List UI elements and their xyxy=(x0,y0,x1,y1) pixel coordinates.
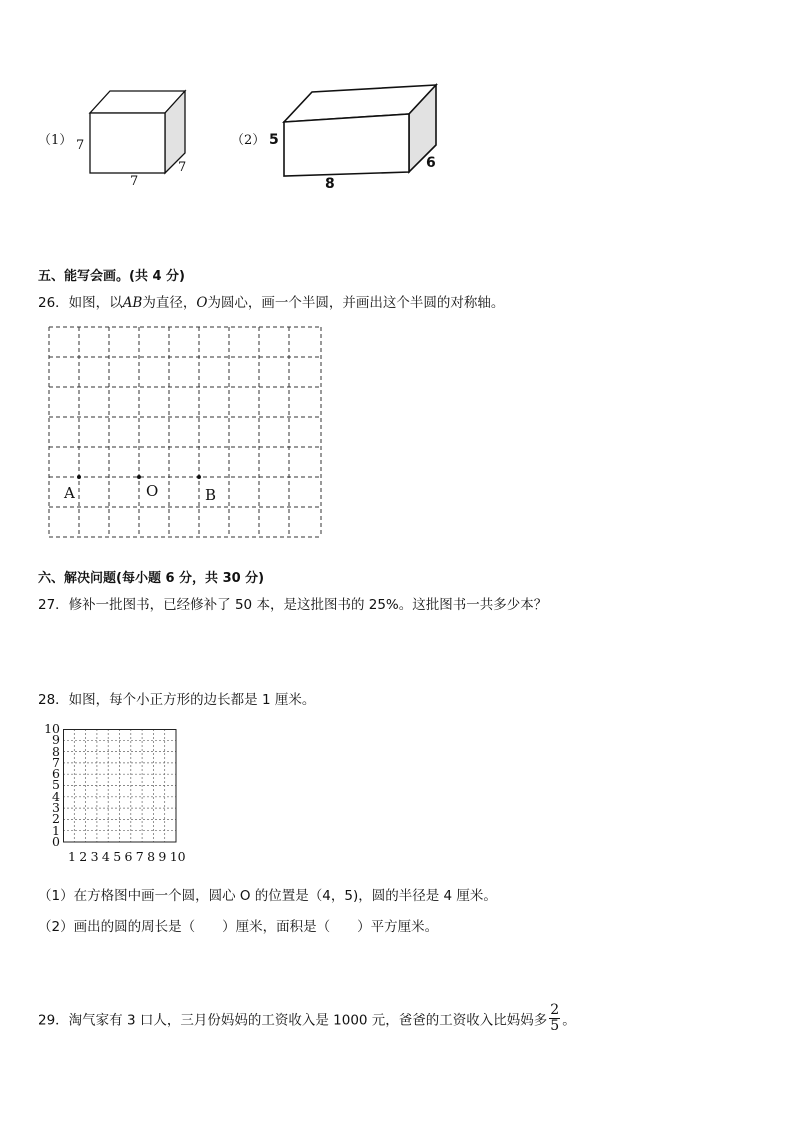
y-label: 5 xyxy=(52,777,60,793)
q28-coordinate-grid xyxy=(63,729,179,851)
cuboid-figure-2 xyxy=(270,80,450,185)
fraction-denominator: 5 xyxy=(550,1018,560,1034)
q29-text: 29．淘气家有 3 口人，三月份妈妈的工资收入是 1000 元，爸爸的工资收入比妈妈多 xyxy=(38,1012,548,1029)
y-label: 0 xyxy=(52,833,60,849)
q26-grid-drawing xyxy=(47,324,323,540)
y-label: 3 xyxy=(52,800,60,816)
x-label: 9 xyxy=(158,849,167,864)
section-5-title: 五、能写会画。(共 4 分) xyxy=(38,269,185,284)
point-o-label: O xyxy=(146,482,159,500)
y-label: 4 xyxy=(52,788,60,804)
y-label: 6 xyxy=(52,766,60,782)
y-label: 8 xyxy=(52,743,60,759)
figure-2-height: 5 xyxy=(269,132,279,148)
figure-1-width: 7 xyxy=(130,174,139,189)
figure-1-label: （1） xyxy=(38,133,73,148)
figure-2-label: （2） xyxy=(231,133,266,148)
figure-2-width: 8 xyxy=(325,176,335,192)
x-label: 1 xyxy=(68,849,76,864)
q26-dashed-grid xyxy=(47,324,323,540)
question-29 xyxy=(38,1003,576,1034)
x-label: 8 xyxy=(147,849,156,864)
q28-y-axis-labels xyxy=(40,723,60,847)
y-label: 2 xyxy=(52,811,60,827)
point-a-label: A xyxy=(64,484,75,502)
fraction-numerator: 2 xyxy=(550,1002,560,1018)
q26-center-o: O xyxy=(196,295,208,311)
q26-segment-ab: AB xyxy=(122,295,143,311)
q28-grid-drawing xyxy=(63,729,179,851)
figure-1-height: 7 xyxy=(76,138,85,153)
figure-2-depth: 6 xyxy=(426,155,436,171)
q28-x-axis-labels xyxy=(68,849,193,863)
section-6-title: 六、解决问题(每小题 6 分，共 30 分) xyxy=(38,571,265,586)
y-label: 1 xyxy=(52,822,60,838)
x-label: 6 xyxy=(124,849,133,864)
x-label: 3 xyxy=(90,849,99,864)
x-label: 7 xyxy=(135,849,144,864)
question-27: 27．修补一批图书，已经修补了 50 本，是这批图书的 25%。这批图书一共多少本？ xyxy=(38,597,548,613)
question-28-stem: 28．如图，每个小正方形的边长都是 1 厘米。 xyxy=(38,692,316,708)
figure-1-depth: 7 xyxy=(178,160,187,175)
point-b-label: B xyxy=(205,486,217,504)
y-label: 10 xyxy=(44,721,60,736)
q29-end: 。 xyxy=(562,1012,576,1029)
q26-mid2: 为圆心，画一个半圆，并画出这个半圆的对称轴。 xyxy=(207,295,505,311)
cuboid-2-drawing xyxy=(270,80,450,185)
x-label: 5 xyxy=(113,849,122,864)
question-28-part-2: （2）画出的圆的周长是（ ）厘米，面积是（ ）平方厘米。 xyxy=(38,919,439,935)
q26-num: 26．如图，以 xyxy=(38,295,123,311)
x-label: 10 xyxy=(169,849,186,864)
q29-fraction xyxy=(549,1003,560,1034)
x-label: 2 xyxy=(79,849,88,864)
x-label: 4 xyxy=(101,849,110,864)
y-label: 9 xyxy=(52,732,60,748)
question-28-part-1: （1）在方格图中画一个圆，圆心 O 的位置是（4，5)，圆的半径是 4 厘米。 xyxy=(38,888,497,904)
q26-mid1: 为直径， xyxy=(142,295,197,311)
y-label: 7 xyxy=(52,754,60,770)
question-26 xyxy=(38,291,504,311)
